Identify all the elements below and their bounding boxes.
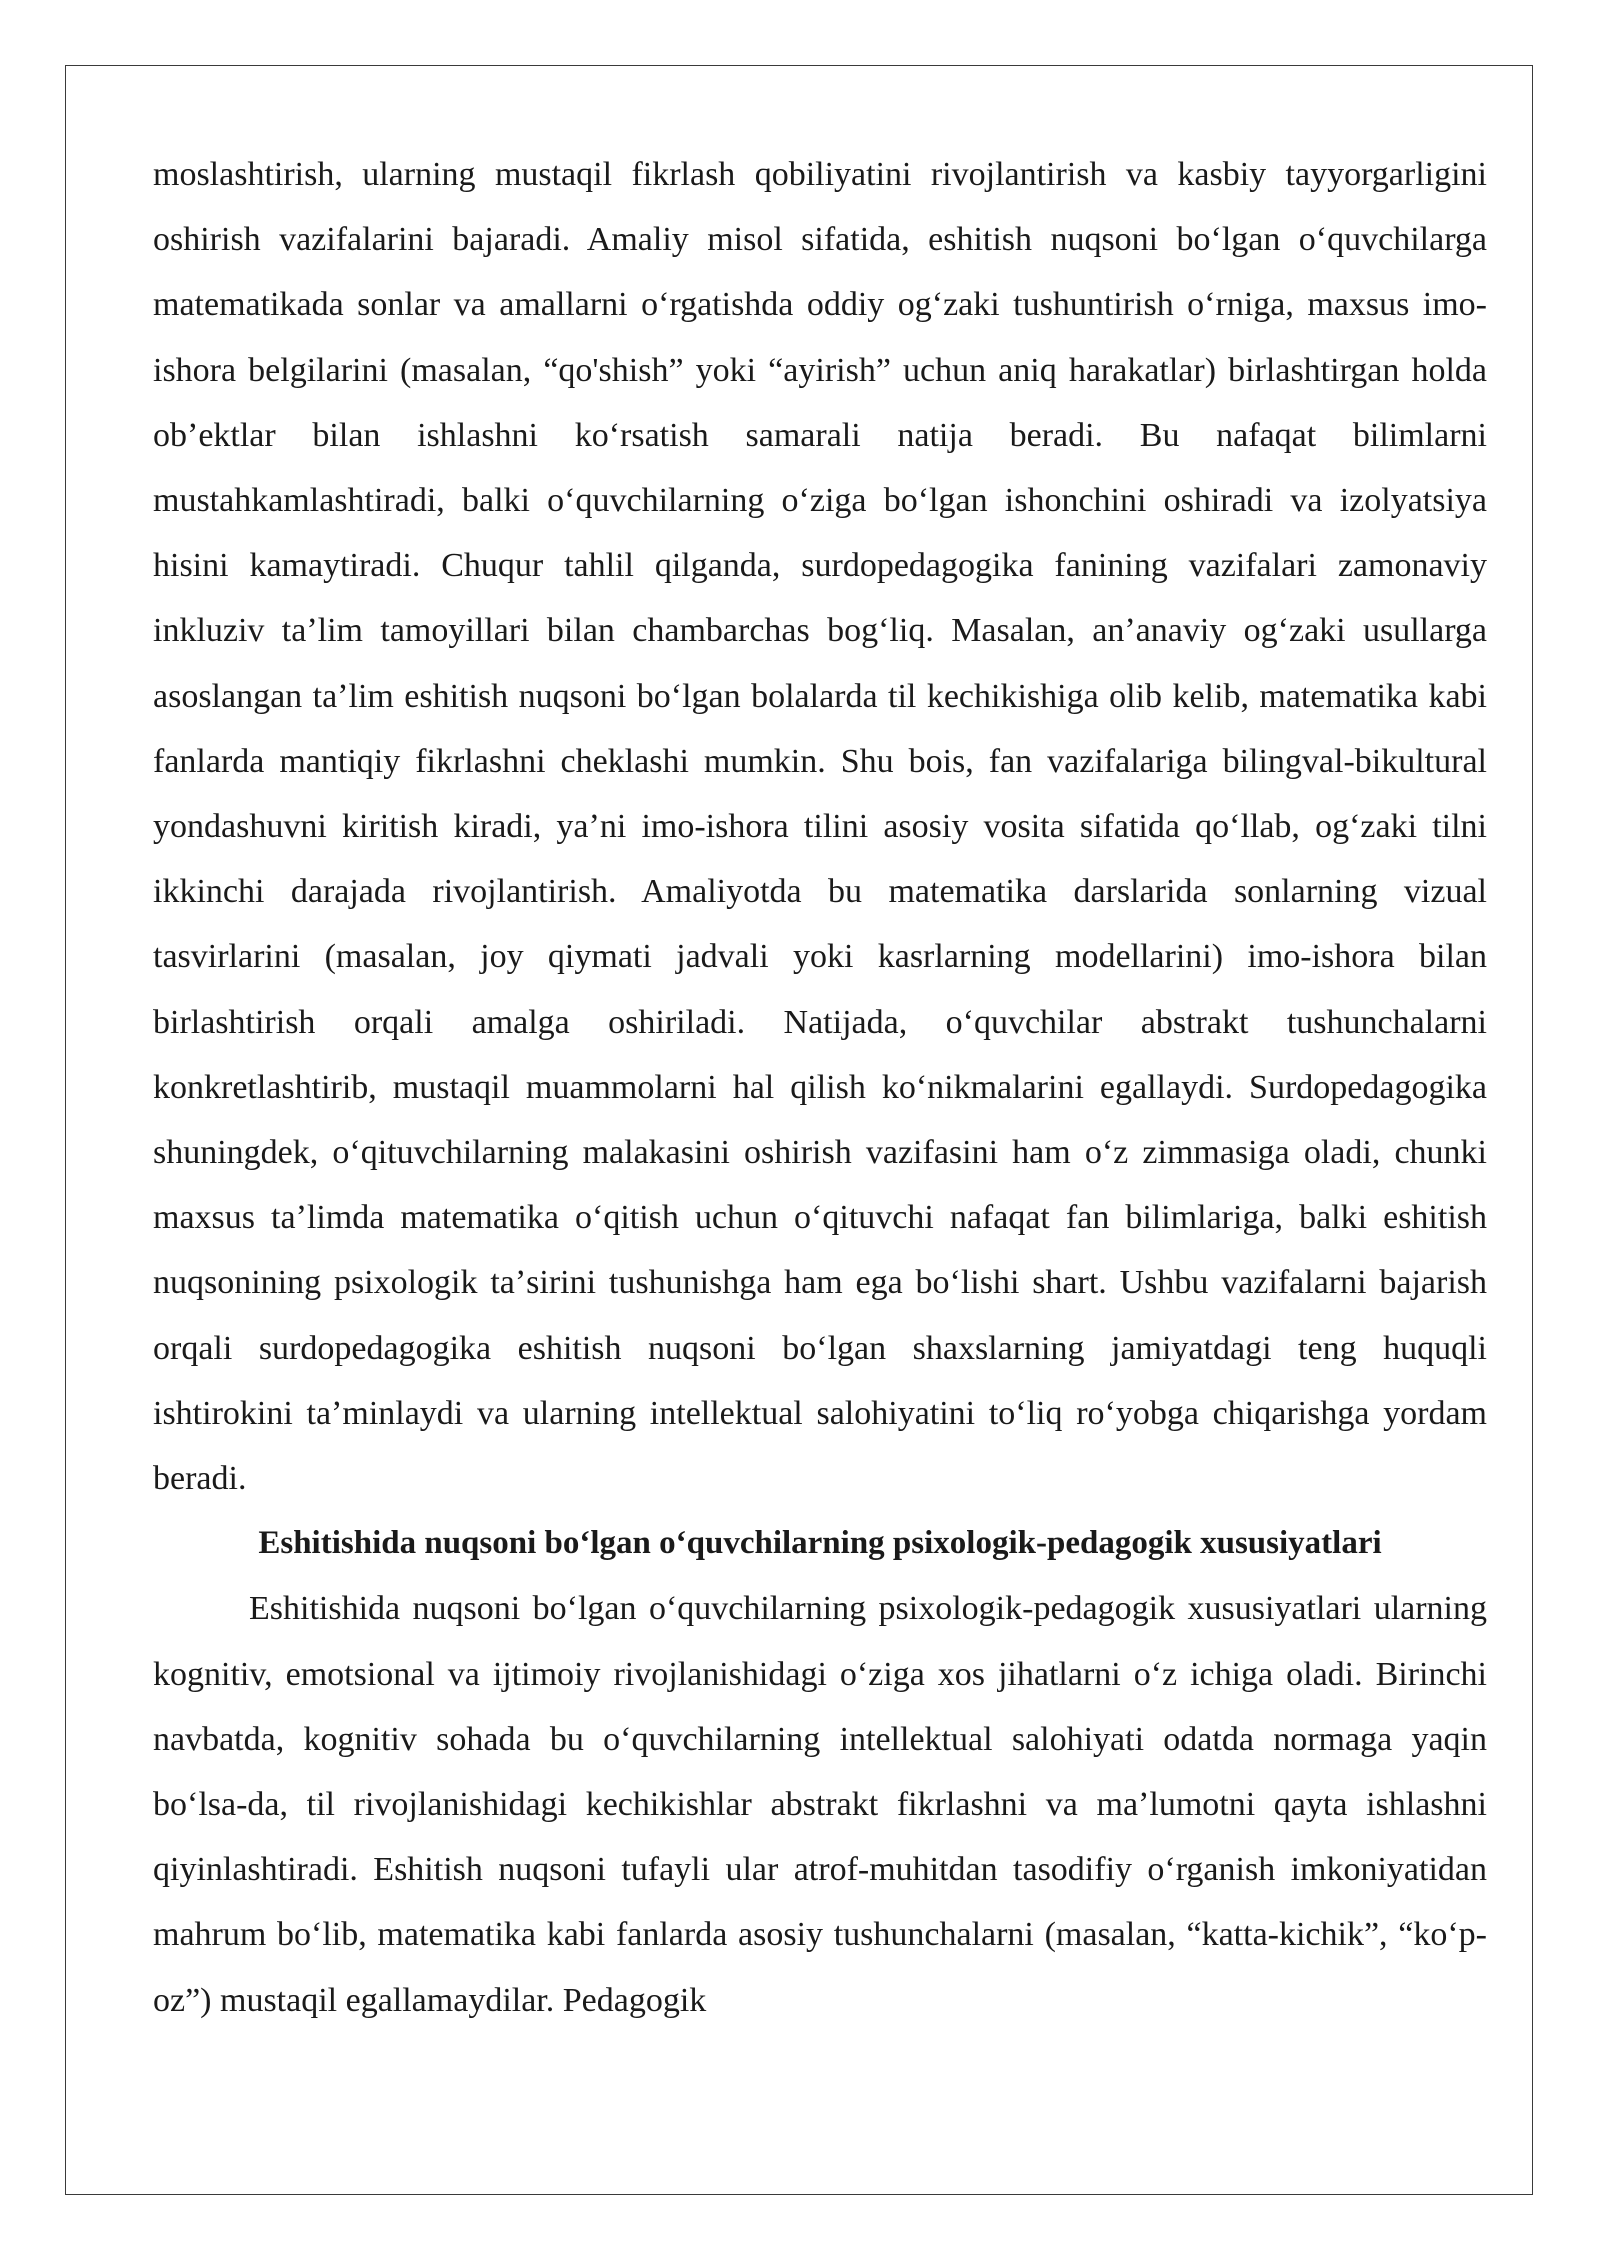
body-paragraph: Eshitishida nuqsoni boʻlgan oʻquvchilarning psixologik-pedagogik xususiyatlari ularning kognitiv, emotsional va ijtimoiy rivojlanishidagi oʻziga xos jihatlarni oʻz ichiga oladi. Birinchi navbatda, kognitiv sohada bu oʻquvchilarning intellektual salohiyati odatda normaga yaqin boʻlsa-da, til rivojlanishidagi kechikishlar abstrakt fikrlashni va maʼlumotni qayta ishlashni qiyinlashtiradi. Eshitish nuqsoni tufayli ular atrof-muhitdan tasodifiy oʻrganish imkoniyatidan mahrum boʻlib, matematika kabi fanlarda asosiy tushunchalarni (masalan, “katta-kichik”, “koʻp-oz”) mustaqil egallamaydilar. Pedagogik	[153, 1590, 1487, 2019]
document-body	[153, 142, 1487, 2033]
section-heading: Eshitishida nuqsoni boʻlgan oʻquvchilarning psixologik-pedagogik xususiyatlari	[258, 1525, 1382, 1562]
body-paragraph: moslashtirish, ularning mustaqil fikrlash qobiliyatini rivojlantirish va kasbiy tayyorgarligini oshirish vazifalarini bajaradi. Amaliy misol sifatida, eshitish nuqsoni boʻlgan oʻquvchilarga matematikada sonlar va amallarni oʻrgatishda oddiy ogʻzaki tushuntirish oʻrniga, maxsus imo-ishora belgilarini (masalan, “qo'shish” yoki “ayirish” uchun aniq harakatlar) birlashtirgan holda obʼektlar bilan ishlashni koʻrsatish samarali natija beradi. Bu nafaqat bilimlarni mustahkamlashtiradi, balki oʻquvchilarning oʻziga boʻlgan ishonchini oshiradi va izolyatsiya hisini kamaytiradi. Chuqur tahlil qilganda, surdopedagogika fanining vazifalari zamonaviy inkluziv taʼlim tamoyillari bilan chambarchas bogʻliq. Masalan, anʼanaviy ogʻzaki usullarga asoslangan taʼlim eshitish nuqsoni boʻlgan bolalarda til kechikishiga olib kelib, matematika kabi fanlarda mantiqiy fikrlashni cheklashi mumkin. Shu bois, fan vazifalariga bilingval-bikultural yondashuvni kiritish kiradi, yaʼni imo-ishora tilini asosiy vosita sifatida qoʻllab, ogʻzaki tilni ikkinchi darajada rivojlantirish. Amaliyotda bu matematika darslarida sonlarning vizual tasvirlarini (masalan, joy qiymati jadvali yoki kasrlarning modellarini) imo-ishora bilan birlashtirish orqali amalga oshiriladi. Natijada, oʻquvchilar abstrakt tushunchalarni konkretlashtirib, mustaqil muammolarni hal qilish koʻnikmalarini egallaydi. Surdopedagogika shuningdek, oʻqituvchilarning malakasini oshirish vazifasini ham oʻz zimmasiga oladi, chunki maxsus taʼlimda matematika oʻqitish uchun oʻqituvchi nafaqat fan bilimlariga, balki eshitish nuqsonining psixologik taʼsirini tushunishga ham ega boʻlishi shart. Ushbu vazifalarni bajarish orqali surdopedagogika eshitish nuqsoni boʻlgan shaxslarning jamiyatdagi teng huquqli ishtirokini taʼminlaydi va ularning intellektual salohiyatini toʻliq roʻyobga chiqarishga yordam beradi.	[153, 156, 1487, 1498]
